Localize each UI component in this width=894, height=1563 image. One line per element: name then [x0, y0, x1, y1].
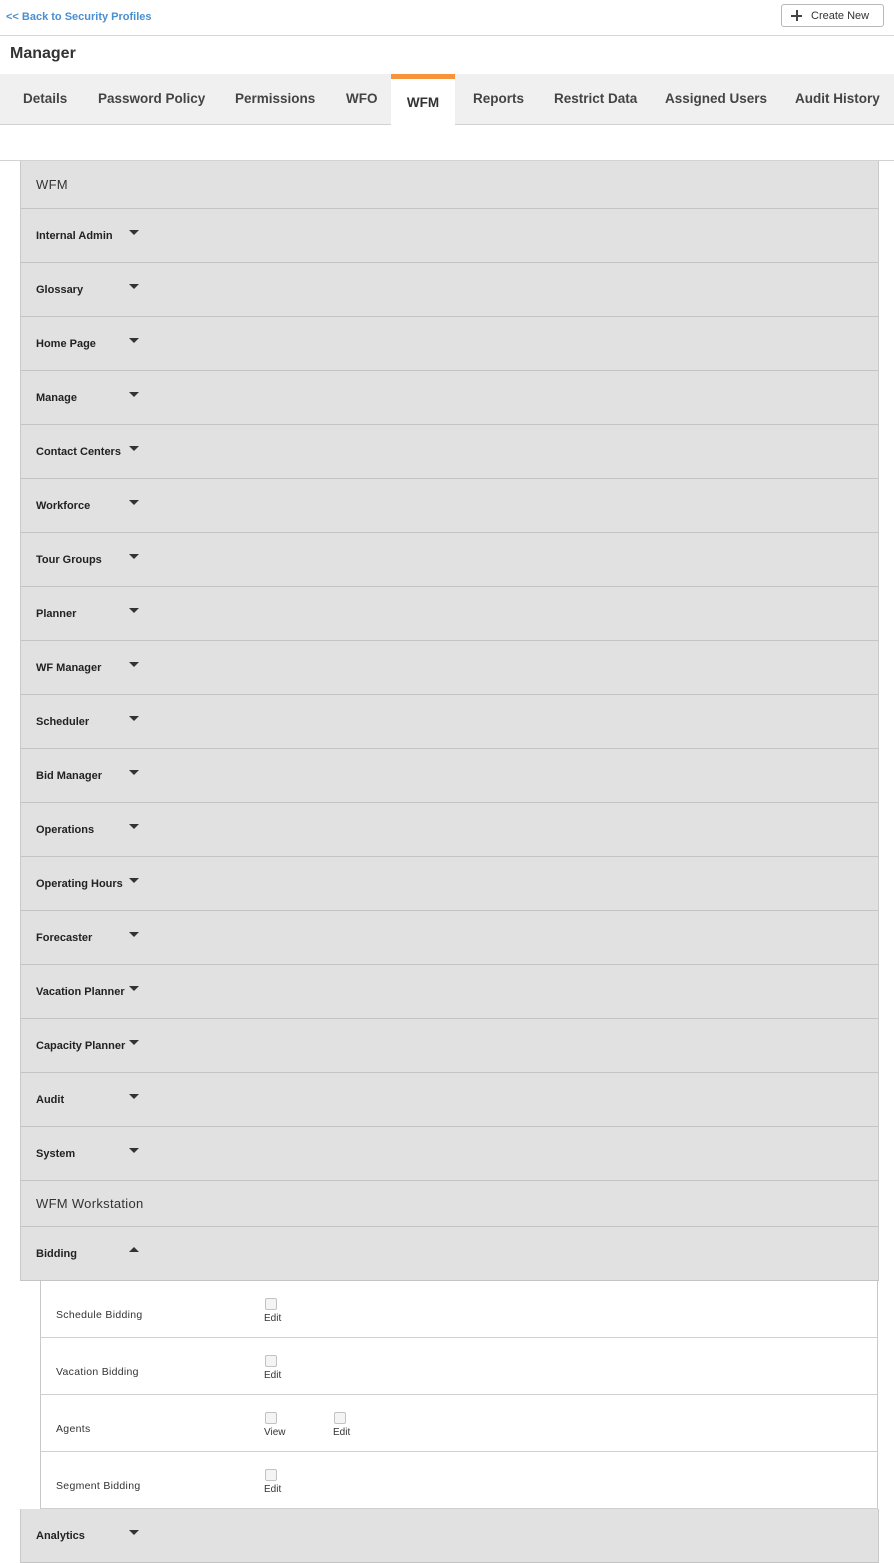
permission-item-label: Vacation Bidding [56, 1366, 139, 1378]
tab-bar [0, 74, 894, 125]
bidding-row-schedule-bidding [41, 1281, 877, 1338]
section-label: Operations [36, 824, 95, 836]
chevron-up-icon[interactable] [129, 1247, 139, 1252]
chevron-down-icon[interactable] [129, 878, 139, 883]
section-operating-hours[interactable] [20, 857, 879, 911]
section-glossary[interactable] [20, 263, 879, 317]
edit-permission[interactable] [264, 1298, 304, 1324]
bidding-row-agents [41, 1395, 877, 1452]
section-label: Audit [36, 1094, 65, 1106]
tab-permissions[interactable]: Permissions [235, 91, 316, 106]
section-label: Scheduler [36, 716, 90, 728]
group-header-wfm: WFM [20, 161, 879, 209]
section-label: Bidding [36, 1248, 77, 1260]
chevron-down-icon[interactable] [129, 446, 139, 451]
section-label: Planner [36, 608, 77, 620]
edit-checkbox[interactable] [265, 1355, 277, 1367]
chevron-down-icon[interactable] [129, 230, 139, 235]
permission-label: Edit [264, 1370, 282, 1381]
tab-wfo[interactable]: WFO [346, 91, 378, 106]
tab-assigned-users[interactable]: Assigned Users [665, 91, 768, 106]
section-audit[interactable] [20, 1073, 879, 1127]
section-label: Manage [36, 392, 77, 404]
tab-reports[interactable]: Reports [473, 91, 525, 106]
section-label: Capacity Planner [36, 1040, 126, 1052]
section-contact-centers[interactable] [20, 425, 879, 479]
chevron-down-icon[interactable] [129, 770, 139, 775]
section-planner[interactable] [20, 587, 879, 641]
plus-icon [791, 10, 802, 21]
edit-checkbox[interactable] [334, 1412, 346, 1424]
bidding-row-segment-bidding [41, 1452, 877, 1509]
edit-permission[interactable] [264, 1355, 304, 1381]
chevron-down-icon[interactable] [129, 1530, 139, 1535]
workstation-section-list [20, 1509, 879, 1563]
chevron-down-icon[interactable] [129, 554, 139, 559]
permission-label: Edit [264, 1313, 282, 1324]
chevron-down-icon[interactable] [129, 608, 139, 613]
permission-label: Edit [333, 1427, 351, 1438]
chevron-down-icon[interactable] [129, 716, 139, 721]
section-label: Tour Groups [36, 554, 102, 566]
permission-item-label: Schedule Bidding [56, 1309, 143, 1321]
section-capacity-planner[interactable] [20, 1019, 879, 1073]
permission-item-label: Agents [56, 1423, 91, 1435]
section-label: Operating Hours [36, 878, 123, 890]
chevron-down-icon[interactable] [129, 932, 139, 937]
section-system[interactable] [20, 1127, 879, 1181]
section-label: Bid Manager [36, 770, 103, 782]
edit-checkbox[interactable] [265, 1469, 277, 1481]
section-home-page[interactable] [20, 317, 879, 371]
section-operations[interactable] [20, 803, 879, 857]
section-analytics[interactable] [20, 1509, 879, 1563]
chevron-down-icon[interactable] [129, 986, 139, 991]
chevron-down-icon[interactable] [129, 284, 139, 289]
chevron-down-icon[interactable] [129, 392, 139, 397]
chevron-down-icon[interactable] [129, 500, 139, 505]
section-tour-groups[interactable] [20, 533, 879, 587]
page-title: Manager [10, 45, 76, 62]
chevron-down-icon[interactable] [129, 1040, 139, 1045]
tab-details[interactable]: Details [23, 91, 68, 106]
section-label: WF Manager [36, 662, 102, 674]
permissions-panel [20, 161, 879, 1563]
section-label: Glossary [36, 284, 84, 296]
tab-audit-history[interactable]: Audit History [795, 91, 880, 106]
bidding-row-vacation-bidding [41, 1338, 877, 1395]
section-label: Workforce [36, 500, 91, 512]
section-internal-admin[interactable] [20, 209, 879, 263]
section-manage[interactable] [20, 371, 879, 425]
tab-restrict-data[interactable]: Restrict Data [554, 91, 638, 106]
section-forecaster[interactable] [20, 911, 879, 965]
section-label: System [36, 1148, 76, 1160]
section-label: Forecaster [36, 932, 93, 944]
section-scheduler[interactable] [20, 695, 879, 749]
permission-label: Edit [264, 1484, 282, 1495]
section-vacation-planner[interactable] [20, 965, 879, 1019]
chevron-down-icon[interactable] [129, 1094, 139, 1099]
view-checkbox[interactable] [265, 1412, 277, 1424]
chevron-down-icon[interactable] [129, 1148, 139, 1153]
chevron-down-icon[interactable] [129, 824, 139, 829]
create-new-button[interactable] [781, 4, 884, 27]
create-new-label: Create New [811, 9, 870, 22]
edit-permission[interactable] [333, 1412, 373, 1438]
top-bar [0, 0, 894, 36]
permission-item-label: Segment Bidding [56, 1480, 141, 1492]
section-workforce[interactable] [20, 479, 879, 533]
section-label: Contact Centers [36, 446, 121, 458]
permission-label: View [264, 1427, 286, 1438]
wfm-section-list [20, 209, 879, 1181]
view-permission[interactable] [264, 1412, 304, 1438]
group-header-wfm-workstation: WFM Workstation [20, 1181, 879, 1227]
tab-wfm[interactable]: WFM [391, 74, 455, 126]
section-label: Analytics [36, 1530, 85, 1542]
tab-password-policy[interactable]: Password Policy [98, 91, 206, 106]
section-bidding[interactable] [20, 1227, 879, 1281]
chevron-down-icon[interactable] [129, 338, 139, 343]
section-label: Internal Admin [36, 230, 113, 242]
edit-checkbox[interactable] [265, 1298, 277, 1310]
section-label: Home Page [36, 338, 96, 350]
bidding-item-list [40, 1281, 878, 1509]
edit-permission[interactable] [264, 1469, 304, 1495]
back-to-security-profiles-link[interactable]: << Back to Security Profiles [6, 11, 152, 23]
section-wf-manager[interactable] [20, 641, 879, 695]
section-bid-manager[interactable] [20, 749, 879, 803]
section-label: Vacation Planner [36, 986, 125, 998]
chevron-down-icon[interactable] [129, 662, 139, 667]
